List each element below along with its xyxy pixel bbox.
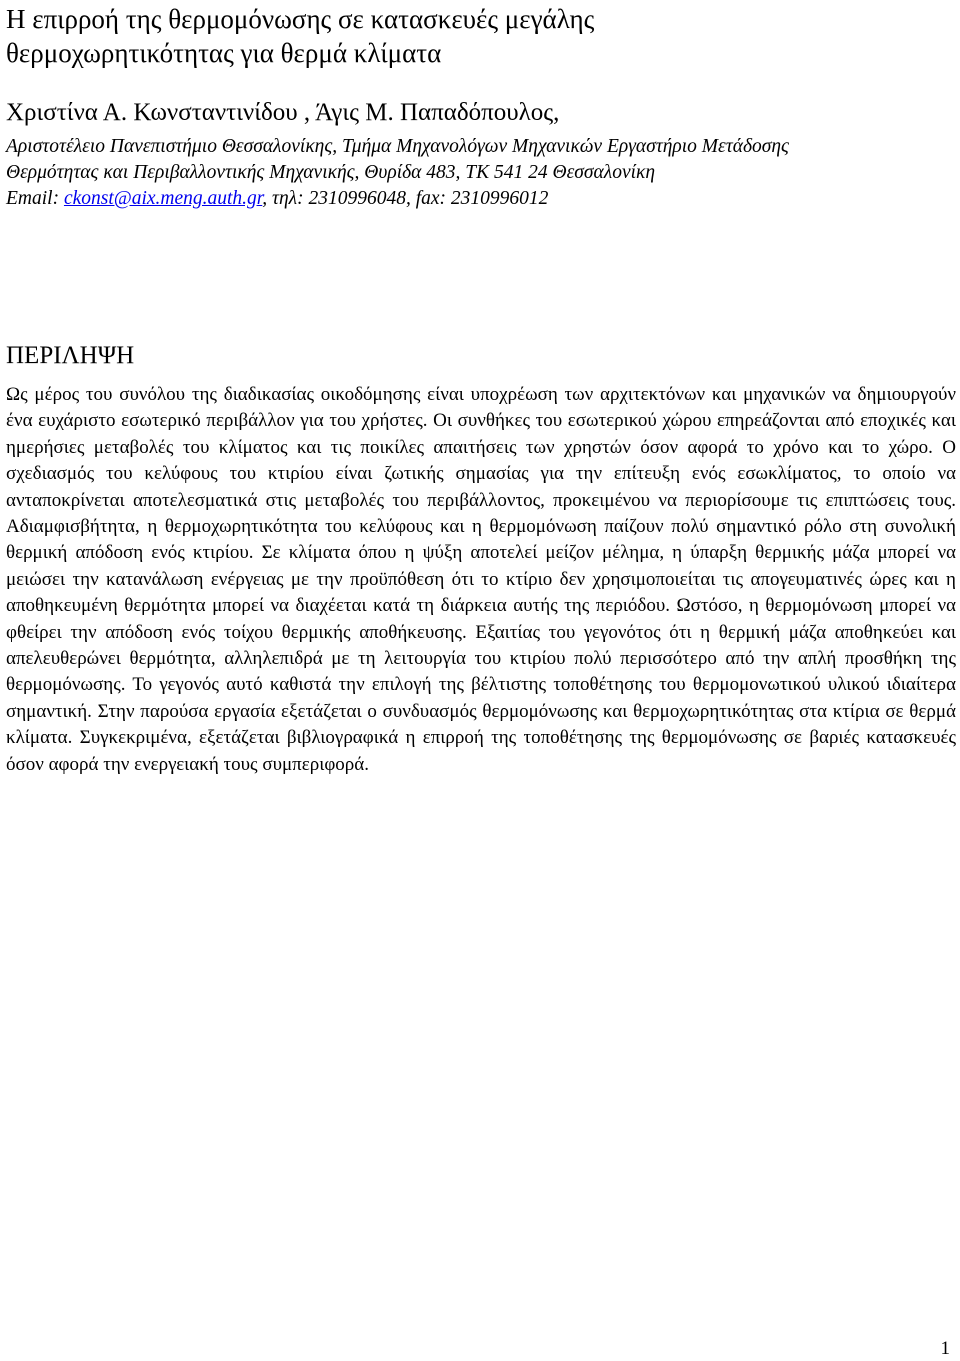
paper-title-line-1: Η επιρροή της θερμομόνωσης σε κατασκευές μεγάλης xyxy=(6,4,595,34)
email-link[interactable]: ckonst@aix.meng.auth.gr xyxy=(63,188,263,209)
phone-fax: , τηλ: 2310996048, fax: 2310996012 xyxy=(262,188,549,209)
email-label: Email: xyxy=(6,188,64,209)
page-number: 1 xyxy=(940,1338,950,1359)
contact-line xyxy=(6,186,956,212)
abstract-heading: ΠΕΡΙΛΗΨΗ xyxy=(6,342,135,369)
paper-title-line-2: θερμοχωρητικότητας για θερμά κλίματα xyxy=(6,38,442,68)
document-page xyxy=(6,0,956,1361)
affiliation-block xyxy=(6,134,956,212)
affiliation-line-2: Θερμότητας και Περιβαλλοντικής Μηχανικής, Θυρίδα 483, ΤΚ 541 24 Θεσσαλονίκη xyxy=(6,162,656,183)
abstract-paragraph: Ως μέρος του συνόλου της διαδικασίας οικοδόμησης είναι υποχρέωση των αρχιτεκτόνων και μηχανικών να δημιουργούν ένα ευχάριστο εσωτερικό περιβάλλον για του χρήστες. Οι συνθήκες του εσωτερικού χώρου επηρεάζονται από εποχικές και ημερήσιες μεταβολές του κλίματος και τις ποικίλες απαιτήσεις των χρηστών όσον αφορά το χρόνο και το χώρο. Ο σχεδιασμός του κελύφους του κτιρίου είναι ζωτικής σημασίας για την επίτευξη ενός εσωκλίματος, το οποίο να ανταποκρίνεται αποτελεσματικά στις μεταβολές του περιβάλλοντος, προκειμένου να περιορίσουμε τις επιπτώσεις τους. Αδιαμφισβήτητα, η θερμοχωρητικότητα του κελύφους και η θερμομόνωση παίζουν πολύ σημαντικό ρόλο στη συνολική θερμική απόδοση ενός κτιρίου. Σε κλίματα όπου η ψύξη αποτελεί μείζον μέλημα, η ύπαρξη θερμικής μάζα μπορεί να μειώσει την κατανάλωση ενέργειας με την προϋπόθεση ότι το κτίριο δεν χρησιμοποιείται τις απογευματινές ώρες και η αποθηκευμένη θερμότητα μπορεί να διαχέεται κατά τη διάρκεια αυτής της περιόδου. Ωστόσο, η θερμομόνωση μπορεί να φθείρει την απόδοση ενός τοίχου θερμικής αποθήκευσης. Εξαιτίας του γεγονότος ότι η θερμική μάζα αποθηκεύει και απελευθερώνει θερμότητα, αλληλεπιδρά με τη λειτουργία του κτιρίου πολύ περισσότερο από την απλή προσθήκη της θερμομόνωσης. Το γεγονός αυτό καθιστά την επιλογή της βέλτιστης τοποθέτησης του θερμομονωτικού υλικού ιδιαίτερα σημαντική. Στην παρούσα εργασία εξετάζεται ο συνδυασμός θερμομόνωσης και θερμοχωρητικότητας στα κτίρια σε θερμά κλίματα. Συγκεκριμένα, εξετάζεται βιβλιογραφικά η επιρροή της τοποθέτησης της θερμομόνωσης σε βαριές κατασκευές όσον αφορά την ενεργειακή τους συμπεριφορά. xyxy=(6,384,956,775)
paper-title xyxy=(6,2,946,70)
author-list: Χριστίνα Α. Κωνσταντινίδου , Άγις Μ. Παπαδόπουλος, xyxy=(6,99,560,126)
affiliation-line-1: Αριστοτέλειο Πανεπιστήμιο Θεσσαλονίκης, Τμήμα Μηχανολόγων Μηχανικών Εργαστήριο Μετάδοσης xyxy=(6,136,789,157)
